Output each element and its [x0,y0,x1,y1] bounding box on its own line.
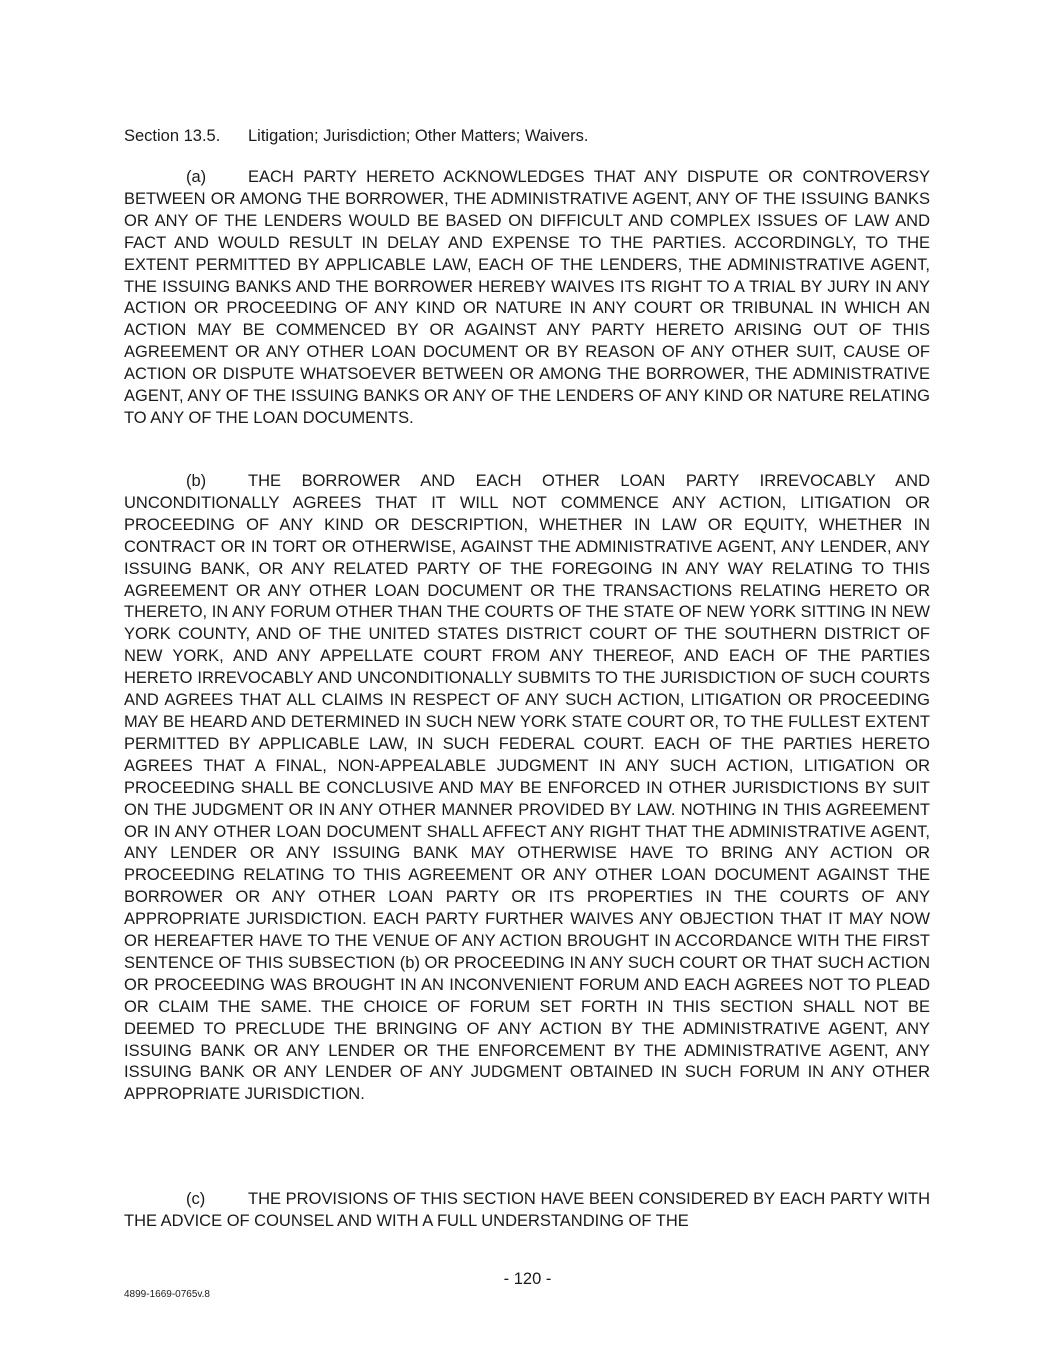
document-id: 4899-1669-0765v.8 [124,1289,210,1300]
paragraph-label: (a) [186,168,207,186]
section-number: Section 13.5. [124,127,221,145]
page-number: - 120 - [503,1270,552,1288]
section-heading [124,125,589,147]
paragraph-a [124,167,930,430]
paragraph-c [124,1189,930,1233]
paragraph-label: (b) [186,472,207,490]
paragraph-label: (c) [186,1190,206,1208]
paragraph-text: THE PROVISIONS OF THIS SECTION HAVE BEEN CONSIDERED BY EACH PARTY WITH THE ADVICE OF COUNSEL AND WITH A FULL UNDERSTANDING OF THE [124,1190,930,1230]
section-title: Litigation; Jurisdiction; Other Matters; Waivers. [248,127,589,145]
paragraph-b [124,471,930,1106]
paragraph-text: THE BORROWER AND EACH OTHER LOAN PARTY IRREVOCABLY AND UNCONDITIONALLY AGREES THAT IT WILL NOT COMMENCE ANY ACTION, LITIGATION OR PROCEEDING OF ANY KIND OR DESCRIPTION, WHETHER IN LAW OR EQUITY, WHETHER IN CONTRACT OR IN TORT OR OTHERWISE, AGAINST THE ADMINISTRATIVE AGENT, ANY LENDER, ANY ISSUING BANK, OR ANY RELATED PARTY OF THE FOREGOING IN ANY WAY RELATING TO THIS AGREEMENT OR ANY OTHER LOAN DOCUMENT OR THE TRANSACTIONS RELATING HERETO OR THERETO, IN ANY FORUM OTHER THAN THE COURTS OF THE STATE OF NEW YORK SITTING IN NEW YORK COUNTY, AND OF THE UNITED STATES DISTRICT COURT OF THE SOUTHERN DISTRICT OF NEW YORK, AND ANY APPELLATE COURT FROM ANY THEREOF, AND EACH OF THE PARTIES HERETO IRREVOCABLY AND UNCONDITIONALLY SUBMITS TO THE JURISDICTION OF SUCH COURTS AND AGREES THAT ALL CLAIMS IN RESPECT OF ANY SUCH ACTION, LITIGATION OR PROCEEDING MAY BE HEARD AND DETERMINED IN SUCH NEW YORK STATE COURT OR, TO THE FULLEST EXTENT PERMITTED BY APPLICABLE LAW, IN SUCH FEDERAL COURT. EACH OF THE PARTIES HERETO AGREES THAT A FINAL, NON-APPEALABLE JUDGMENT IN ANY SUCH ACTION, LITIGATION OR PROCEEDING SHALL BE CONCLUSIVE AND MAY BE ENFORCED IN OTHER JURISDICTIONS BY SUIT ON THE JUDGMENT OR IN ANY OTHER MANNER PROVIDED BY LAW. NOTHING IN THIS AGREEMENT OR IN ANY OTHER LOAN DOCUMENT SHALL AFFECT ANY RIGHT THAT THE ADMINISTRATIVE AGENT, ANY LENDER OR ANY ISSUING BANK MAY OTHERWISE HAVE TO BRING ANY ACTION OR PROCEEDING RELATING TO THIS AGREEMENT OR ANY OTHER LOAN DOCUMENT AGAINST THE BORROWER OR ANY OTHER LOAN PARTY OR ITS PROPERTIES IN THE COURTS OF ANY APPROPRIATE JURISDICTION. EACH PARTY FURTHER WAIVES ANY OBJECTION THAT IT MAY NOW OR HEREAFTER HAVE TO THE VENUE OF ANY ACTION BROUGHT IN ACCORDANCE WITH THE FIRST SENTENCE OF THIS SUBSECTION (b) OR PROCEEDING IN ANY SUCH COURT OR THAT SUCH ACTION OR PROCEEDING WAS BROUGHT IN AN INCONVENIENT FORUM AND EACH AGREES NOT TO PLEAD OR CLAIM THE SAME. THE CHOICE OF FORUM SET FORTH IN THIS SECTION SHALL NOT BE DEEMED TO PRECLUDE THE BRINGING OF ANY ACTION BY THE ADMINISTRATIVE AGENT, ANY ISSUING BANK OR ANY LENDER OR THE ENFORCEMENT BY THE ADMINISTRATIVE AGENT, ANY ISSUING BANK OR ANY LENDER OF ANY JUDGMENT OBTAINED IN SUCH FORUM IN ANY OTHER APPROPRIATE JURISDICTION. [124,472,930,1104]
paragraph-text: EACH PARTY HERETO ACKNOWLEDGES THAT ANY DISPUTE OR CONTROVERSY BETWEEN OR AMONG THE BORROWER, THE ADMINISTRATIVE AGENT, ANY OF THE ISSUING BANKS OR ANY OF THE LENDERS WOULD BE BASED ON DIFFICULT AND COMPLEX ISSUES OF LAW AND FACT AND WOULD RESULT IN DELAY AND EXPENSE TO THE PARTIES. ACCORDINGLY, TO THE EXTENT PERMITTED BY APPLICABLE LAW, EACH OF THE LENDERS, THE ADMINISTRATIVE AGENT, THE ISSUING BANKS AND THE BORROWER HEREBY WAIVES ITS RIGHT TO A TRIAL BY JURY IN ANY ACTION OR PROCEEDING OF ANY KIND OR NATURE IN ANY COURT OR TRIBUNAL IN WHICH AN ACTION MAY BE COMMENCED BY OR AGAINST ANY PARTY HERETO ARISING OUT OF THIS AGREEMENT OR ANY OTHER LOAN DOCUMENT OR BY REASON OF ANY OTHER SUIT, CAUSE OF ACTION OR DISPUTE WHATSOEVER BETWEEN OR AMONG THE BORROWER, THE ADMINISTRATIVE AGENT, ANY OF THE ISSUING BANKS OR ANY OF THE LENDERS OF ANY KIND OR NATURE RELATING TO ANY OF THE LOAN DOCUMENTS. [124,168,930,427]
